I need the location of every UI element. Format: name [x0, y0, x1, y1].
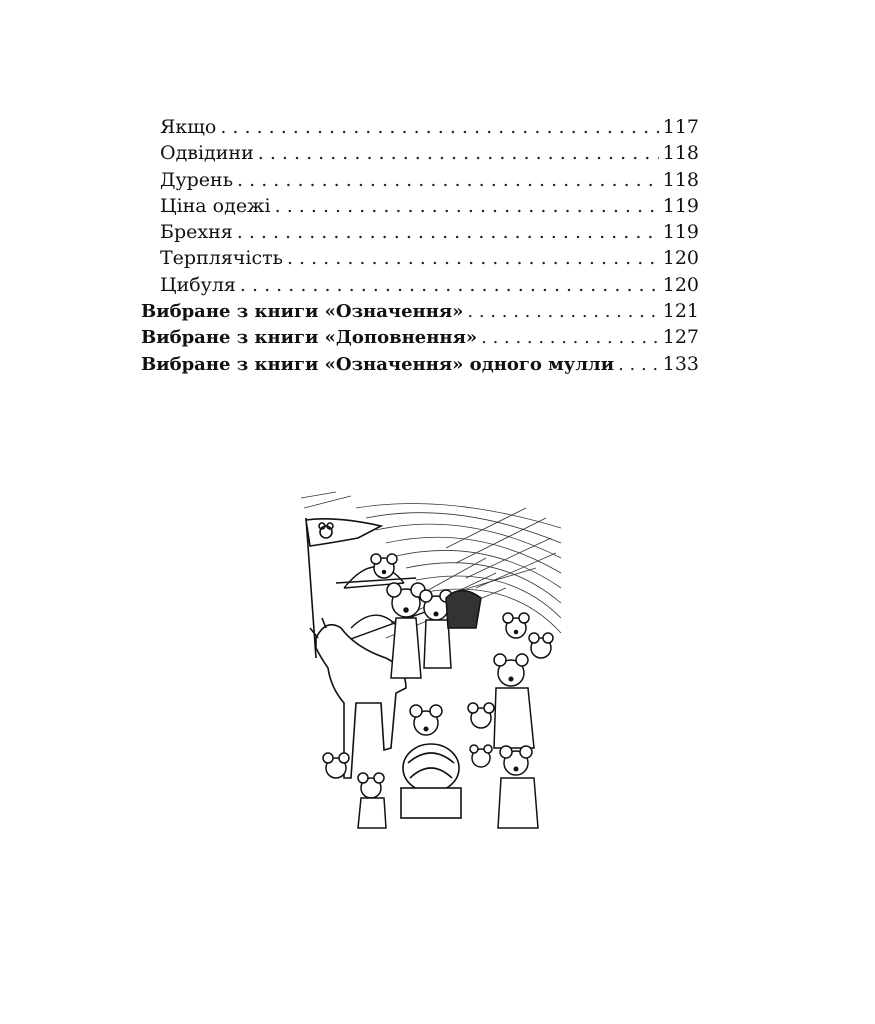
- toc-leader-dots: [275, 193, 659, 219]
- toc-entry-title: Брехня: [160, 221, 233, 244]
- toc-entry-page: 118: [662, 142, 699, 165]
- toc-leader-dots: [240, 272, 659, 298]
- toc-entry[interactable]: [141, 245, 699, 271]
- toc-entry-title: Одвідини: [160, 142, 254, 165]
- drum: [401, 744, 461, 818]
- toc-entry-title: Вибране з книги «Доповнення»: [141, 327, 478, 349]
- table-of-contents: [141, 114, 699, 377]
- toc-entry-title: Дурень: [160, 168, 234, 191]
- toc-entry-title: Цибуля: [160, 273, 236, 296]
- mice-army-illustration: [296, 488, 564, 834]
- toc-entry-page: 118: [662, 168, 699, 191]
- toc-leader-dots: [258, 140, 659, 166]
- toc-entry-page: 117: [662, 116, 699, 138]
- toc-leader-dots: [237, 219, 659, 245]
- toc-entry-title: Вибране з книги «Означення»: [141, 301, 464, 323]
- toc-leader-dots: [467, 299, 658, 325]
- toc-leader-dots: [481, 325, 659, 351]
- toc-entry-page: 120: [662, 273, 699, 296]
- toc-section-entry[interactable]: [141, 351, 699, 377]
- toc-section-entry[interactable]: [141, 298, 699, 324]
- toc-entry[interactable]: [141, 219, 699, 245]
- toc-entry-title: Вибране з книги «Означення» одного мулли: [141, 353, 615, 375]
- toc-entry[interactable]: [141, 140, 699, 166]
- toc-entry-page: 120: [662, 247, 699, 270]
- toc-entry-page: 127: [662, 326, 699, 349]
- toc-entry[interactable]: [141, 272, 699, 298]
- toc-entry-title: Ціна одежі: [160, 194, 271, 217]
- toc-entry-page: 119: [662, 194, 699, 217]
- toc-entry-page: 119: [662, 221, 699, 244]
- toc-entry-page: 133: [662, 352, 699, 375]
- toc-leader-dots: [618, 352, 659, 378]
- toc-leader-dots: [220, 114, 658, 140]
- toc-entry-title: Терплячість: [160, 247, 283, 270]
- toc-entry-page: 121: [662, 300, 699, 323]
- toc-leader-dots: [287, 245, 659, 271]
- toc-leader-dots: [237, 167, 659, 193]
- toc-entry[interactable]: [141, 167, 699, 193]
- toc-section-entry[interactable]: [141, 324, 699, 350]
- toc-entry[interactable]: [141, 193, 699, 219]
- toc-entry[interactable]: [141, 114, 699, 140]
- toc-entry-title: Якщо: [160, 116, 217, 138]
